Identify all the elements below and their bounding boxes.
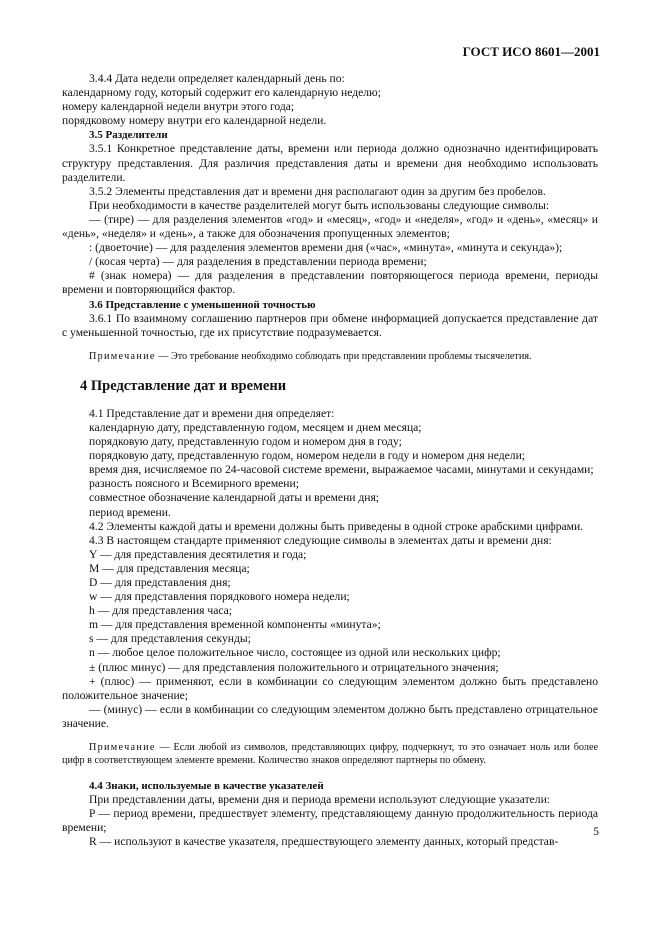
paragraph: порядковому номеру внутри его календарной недели.	[62, 114, 327, 128]
paragraph: s — для представления секунды;	[89, 632, 251, 646]
paragraph: календарному году, который содержит его календарную неделю;	[62, 86, 381, 100]
note-text: — Это требование необходимо соблюдать при представлении проблемы тысячелетия.	[155, 350, 532, 362]
paragraph: m — для представления временной компоненты «минута»;	[89, 618, 381, 632]
paragraph: P — период времени, предшествует элементу, представляющему данную продолжительность периода времени;	[62, 807, 598, 835]
paragraph: календарную дату, представленную годом, месяцем и днем месяца;	[89, 420, 422, 434]
paragraph: w — для представления порядкового номера недели;	[89, 590, 350, 604]
paragraph: 4.1 Представление дат и времени дня определяет:	[89, 406, 335, 420]
paragraph: Y — для представления десятилетия и года;	[89, 547, 307, 561]
page-header: ГОСТ ИСО 8601—2001	[462, 44, 600, 59]
paragraph: — (минус) — если в комбинации со следующим элементом должно быть представлено отрицательное значение.	[62, 702, 598, 730]
paragraph: + (плюс) — применяют, если в комбинации со следующим элементом должно быть представлено положительное значение;	[62, 674, 598, 702]
page-number: 5	[593, 826, 599, 838]
paragraph: При представлении даты, времени дня и периода времени используют следующие указатели:	[89, 793, 551, 807]
section-heading: 4.4 Знаки, используемые в качестве указателей	[89, 780, 324, 793]
paragraph: / (косая черта) — для разделения в представлении периода времени;	[89, 255, 427, 269]
paragraph: период времени.	[89, 505, 171, 519]
paragraph: 4.3 В настоящем стандарте применяют следующие символы в элементах даты и времени дня:	[89, 533, 552, 547]
paragraph: 4.2 Элементы каждой даты и времени должны быть приведены в одной строке арабскими цифрами.	[89, 519, 584, 533]
chapter-heading: 4 Представление дат и времени	[80, 377, 287, 394]
note-text: — Если любой из символов, представляющих цифру, подчеркнут, то это означает ноль или более цифр в соответствующем элементе времени. Количество знаков определяют партнеры по обмену.	[62, 742, 598, 767]
paragraph: При необходимости в качестве разделителей могут быть использованы следующие символы:	[89, 198, 550, 212]
paragraph: совместное обозначение календарной даты и времени дня;	[89, 491, 380, 505]
paragraph: h — для представления часа;	[89, 604, 233, 618]
paragraph: номеру календарной недели внутри этого года;	[62, 100, 295, 114]
paragraph: D — для представления дня;	[89, 576, 231, 589]
section-heading: 3.5 Разделители	[89, 129, 168, 142]
paragraph: 3.4.4 Дата недели определяет календарный день по:	[89, 72, 345, 85]
paragraph: — (тире) — для разделения элементов «год» и «месяц», «год» и «неделя», «год» и «день», «месяц» и «день», «неделя» и «день», а также для обозначения пропущенных элементов;	[62, 212, 598, 241]
paragraph: # (знак номера) — для разделения в представлении повторяющегося периода времени, периоды времени и повторяющийся фактор.	[62, 269, 598, 297]
paragraph: 3.5.1 Конкретное представление даты, времени или периода должно однозначно идентифицировать структуру представления. Для различия представления даты и времени дня необходимо использовать разделители.	[62, 142, 598, 184]
note	[62, 350, 598, 363]
section-heading: 3.6 Представление с уменьшенной точностью	[89, 298, 316, 311]
paragraph: время дня, исчисляемое по 24-часовой системе времени, выражаемое часами, минутами и секундами;	[89, 463, 594, 477]
page-content	[62, 72, 598, 850]
note	[62, 741, 598, 767]
paragraph: M — для представления месяца;	[89, 561, 250, 575]
paragraph: ± (плюс минус) — для представления положительного и отрицательного значения;	[89, 660, 499, 674]
paragraph: порядковую дату, представленную годом и номером дня в году;	[89, 435, 402, 449]
note-label: Примечание	[89, 742, 156, 754]
paragraph: 3.5.2 Элементы представления дат и времени дня располагают один за другим без пробелов.	[89, 184, 546, 198]
paragraph: разность поясного и Всемирного времени;	[89, 477, 299, 491]
paragraph: порядковую дату, представленную годом, номером недели в году и номером дня недели;	[89, 449, 526, 463]
paragraph: 3.6.1 По взаимному соглашению партнеров при обмене информацией допускается представление дат с уменьшенной точностью, где их присутствие подразумевается.	[62, 311, 598, 339]
note-label: Примечание	[89, 350, 156, 362]
paragraph: R — используют в качестве указателя, предшествующего элементу данных, который представ-	[89, 835, 559, 849]
paragraph: : (двоеточие) — для разделения элементов времени дня («час», «минута», «минута и секунда»);	[89, 241, 563, 255]
paragraph: n — любое целое положительное число, состоящее из одной или нескольких цифр;	[89, 646, 501, 660]
